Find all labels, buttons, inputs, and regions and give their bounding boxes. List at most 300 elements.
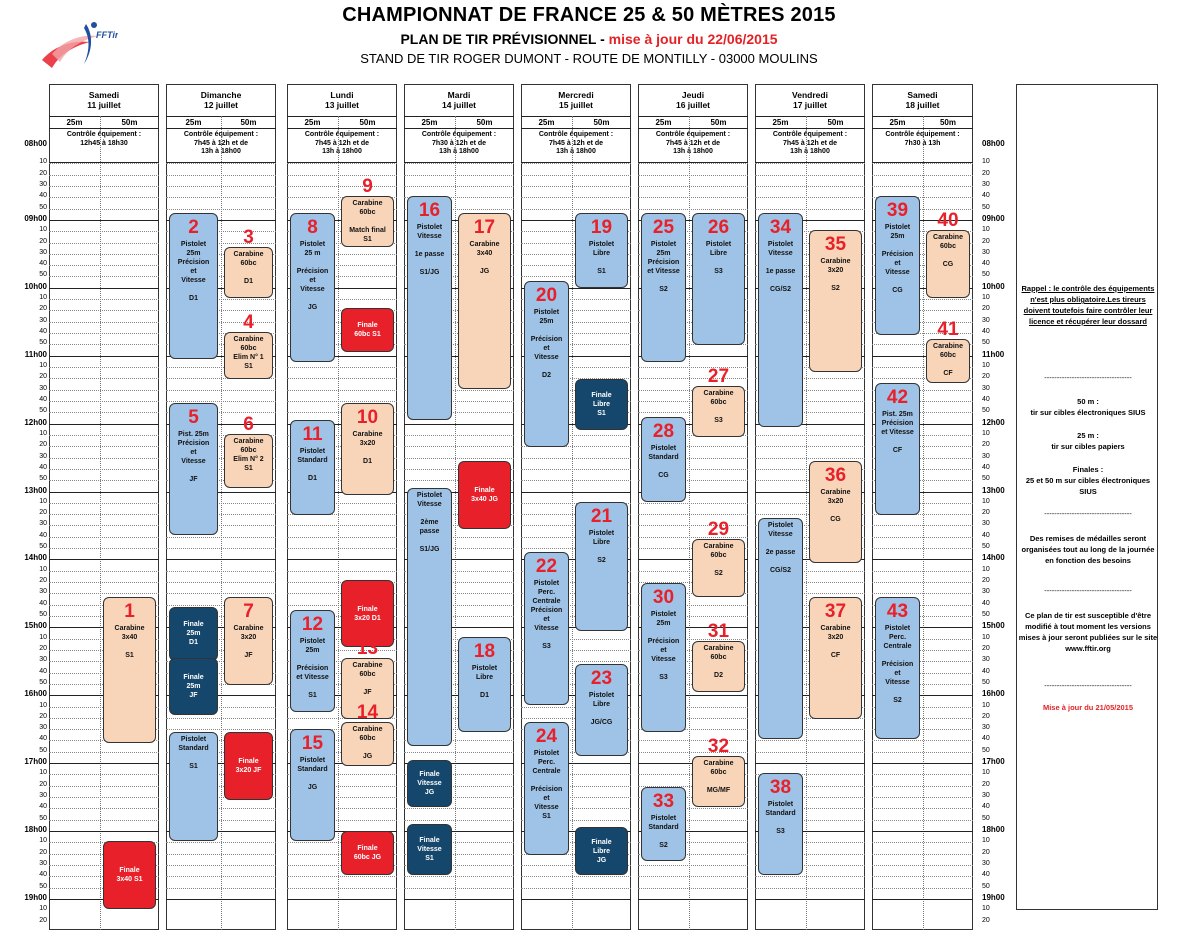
minute-rule: [287, 525, 397, 526]
left-hour-label: 08h00: [24, 139, 47, 148]
hour-rule: [287, 559, 397, 560]
left-minute-label: 40: [39, 531, 47, 539]
equipment-check-note: Contrôle équipement : 7h45 à 12h et de 13h à 18h00: [655, 131, 731, 155]
minute-rule: [49, 186, 159, 187]
minute-rule: [166, 197, 276, 198]
right-minute-label: 50: [982, 882, 990, 890]
minute-rule: [49, 333, 159, 334]
hour-rule: [49, 424, 159, 425]
col-25m-label: 25m: [655, 118, 672, 127]
event-number: 39: [886, 199, 909, 221]
event-label: Pistolet Libre JG/CG: [588, 692, 615, 727]
right-minute-label: 30: [982, 588, 990, 596]
minute-rule: [404, 458, 514, 459]
minute-rule: [287, 378, 397, 379]
minute-rule: [638, 514, 748, 515]
hour-rule: [872, 763, 973, 764]
left-minute-label: 30: [39, 792, 47, 800]
right-minute-label: 10: [982, 633, 990, 641]
minute-rule: [49, 571, 159, 572]
event-label: Carabine 3x20 JF: [233, 624, 264, 659]
left-minute-label: 40: [39, 463, 47, 471]
left-minute-label: 20: [39, 577, 47, 585]
minute-rule: [872, 854, 973, 855]
right-minute-label: 20: [982, 373, 990, 381]
event-label: Finale 3x40 JG: [471, 486, 498, 503]
minute-rule: [872, 175, 973, 176]
day-name: Samedi: [88, 90, 120, 100]
event-block-41: [926, 318, 970, 383]
subheader-rule: [287, 128, 397, 129]
minute-rule: [404, 186, 514, 187]
left-hour-label: 16h00: [24, 689, 47, 699]
col-25m-label: 25m: [538, 118, 555, 127]
left-minute-label: 20: [39, 780, 47, 788]
right-minute-label: 30: [982, 792, 990, 800]
left-minute-label: 30: [39, 724, 47, 732]
minute-rule: [287, 537, 397, 538]
left-hour-label: 12h00: [24, 417, 47, 427]
left-minute-label: 10: [39, 769, 47, 777]
day-name: Lundi: [330, 90, 354, 100]
left-minute-label: 10: [39, 294, 47, 302]
event-label: Pistolet Standard S1: [178, 736, 209, 771]
event-block-25: [641, 213, 686, 362]
left-minute-label: 10: [39, 565, 47, 573]
event-block-29: [692, 518, 745, 597]
day-name: Jeudi: [681, 90, 705, 100]
event-number: 25: [652, 216, 675, 238]
event-block-finale: [407, 760, 452, 808]
page-subtitle: [0, 31, 1178, 47]
right-minute-label: 30: [982, 656, 990, 664]
minute-rule: [166, 865, 276, 866]
right-hour-label: 13h00: [982, 485, 1005, 495]
minute-rule: [872, 186, 973, 187]
info-modification: Ce plan de tir est susceptible d'être modifié à tout moment les versions mises à jour seront publiées sur le site www.fftir.org: [1018, 611, 1158, 653]
minute-rule: [166, 390, 276, 391]
header-rule: [49, 116, 159, 117]
minute-rule: [872, 740, 973, 741]
hour-rule: [872, 899, 973, 900]
event-block-42: [875, 383, 920, 515]
left-minute-label: 40: [39, 871, 47, 879]
minute-rule: [521, 209, 631, 210]
event-block-15: [290, 729, 335, 841]
minute-rule: [872, 797, 973, 798]
event-number: 33: [652, 790, 675, 812]
event-number: 14: [356, 702, 379, 724]
event-block-18: [458, 637, 511, 732]
event-number: 20: [535, 284, 558, 306]
event-label: Carabine 60bc MG/MF: [703, 760, 734, 795]
right-minute-label: 10: [982, 769, 990, 777]
event-block-finale: [575, 379, 628, 430]
header-rule: [638, 116, 748, 117]
left-minute-label: 10: [39, 226, 47, 234]
col-50m-label: 50m: [476, 118, 493, 127]
col-25m-label: 25m: [772, 118, 789, 127]
col-25m-label: 25m: [304, 118, 321, 127]
event-block-17: [458, 213, 511, 390]
minute-rule: [49, 322, 159, 323]
event-block-20: [524, 281, 569, 447]
left-minute-label: 20: [39, 509, 47, 517]
right-minute-label: 30: [982, 520, 990, 528]
left-minute-label: 50: [39, 746, 47, 754]
col-50m-label: 50m: [593, 118, 610, 127]
info-panel: [1016, 84, 1158, 910]
left-minute-label: 10: [39, 701, 47, 709]
left-minute-label: 10: [39, 158, 47, 166]
hour-rule: [872, 831, 973, 832]
minute-rule: [49, 299, 159, 300]
rappel-body: : le contrôle des équipements n'est plus obligatoire.: [1030, 284, 1155, 304]
event-block-43: [875, 597, 920, 740]
minute-rule: [166, 876, 276, 877]
minute-rule: [872, 548, 973, 549]
minute-rule: [872, 876, 973, 877]
subheader-rule: [521, 128, 631, 129]
equipment-check-note: Contrôle équipement : 7h45 à 12h et de 13h à 18h00: [772, 131, 848, 155]
event-block-37: [809, 597, 862, 719]
event-label: Pistolet Perc. Centrale Précision et Vitesse S1: [530, 750, 563, 821]
event-label: Carabine 3x20 CF: [820, 624, 851, 659]
event-label: Pistolet 25m Précision et Vitesse CG: [881, 223, 914, 294]
minute-rule: [755, 876, 865, 877]
hour-rule: [404, 899, 514, 900]
info-25m: 25 m : tir sur cibles papiers: [1051, 431, 1125, 451]
event-number: 43: [886, 600, 909, 622]
header-rule: [521, 116, 631, 117]
minute-rule: [404, 876, 514, 877]
minute-rule: [287, 175, 397, 176]
left-minute-label: 10: [39, 429, 47, 437]
event-block-31: [692, 620, 745, 692]
event-label: Carabine 60bc CG: [933, 233, 963, 268]
info-50m: 50 m : tir sur cibles électroniques SIUS: [1030, 397, 1146, 417]
minute-rule: [638, 186, 748, 187]
minute-rule: [638, 209, 748, 210]
event-label: Finale 25m D1: [183, 621, 204, 647]
minute-rule: [521, 175, 631, 176]
minute-rule: [49, 774, 159, 775]
minute-rule: [521, 888, 631, 889]
event-block-27: [692, 366, 745, 437]
right-minute-label: 50: [982, 203, 990, 211]
col-50m-label: 50m: [939, 118, 956, 127]
event-number: 15: [301, 732, 324, 754]
minute-rule: [49, 786, 159, 787]
header-rule: [287, 116, 397, 117]
left-minute-label: 10: [39, 497, 47, 505]
hour-rule: [287, 899, 397, 900]
event-block-7: [224, 597, 273, 685]
minute-rule: [755, 435, 865, 436]
minute-rule: [166, 582, 276, 583]
event-number: 36: [824, 464, 847, 486]
right-minute-label: 20: [982, 712, 990, 720]
event-block-finale: [407, 488, 452, 746]
event-block-19: [575, 213, 628, 288]
right-hour-label: 14h00: [982, 553, 1005, 563]
info-separator-4: -----------------------------------: [1044, 681, 1132, 690]
event-block-14: [341, 702, 394, 766]
event-label: Carabine 60bc S2: [703, 542, 734, 577]
left-minute-label: 50: [39, 814, 47, 822]
minute-rule: [404, 808, 514, 809]
event-label: Pistolet Vitesse 2e passe CG/S2: [765, 522, 796, 575]
minute-rule: [755, 197, 865, 198]
minute-rule: [49, 752, 159, 753]
minute-rule: [49, 163, 159, 164]
minute-rule: [872, 593, 973, 594]
right-hour-label: 15h00: [982, 621, 1005, 631]
event-block-finale: [224, 732, 273, 800]
minute-rule: [872, 774, 973, 775]
day-date: 12 juillet: [203, 100, 238, 110]
minute-rule: [755, 458, 865, 459]
event-number: 18: [473, 641, 496, 663]
hour-rule: [755, 899, 865, 900]
minute-rule: [638, 197, 748, 198]
right-minute-label: 50: [982, 407, 990, 415]
day-column-1: [49, 84, 159, 930]
event-number: 34: [769, 216, 792, 238]
event-label: Finale Libre JG: [591, 838, 612, 864]
event-label: Carabine 3x20 S2: [820, 257, 851, 292]
right-minute-label: 50: [982, 543, 990, 551]
event-block-12: [290, 610, 335, 712]
right-hour-label: 16h00: [982, 689, 1005, 699]
hour-rule: [49, 220, 159, 221]
left-minute-label: 30: [39, 656, 47, 664]
right-minute-label: 10: [982, 158, 990, 166]
right-minute-label: 20: [982, 644, 990, 652]
minute-rule: [166, 571, 276, 572]
left-minute-label: 30: [39, 588, 47, 596]
rappel-tail: Les tireurs doivent toutefois faire contrôler leur licence et récupérer leur dossard: [1023, 295, 1153, 326]
right-minute-label: 10: [982, 226, 990, 234]
left-hour-label: 14h00: [24, 553, 47, 563]
event-block-finale: [407, 824, 452, 875]
minute-rule: [638, 876, 748, 877]
right-minute-label: 30: [982, 384, 990, 392]
left-minute-label: 40: [39, 328, 47, 336]
minute-rule: [872, 865, 973, 866]
hour-rule: [49, 356, 159, 357]
left-minute-label: 20: [39, 712, 47, 720]
left-hour-label: 09h00: [24, 213, 47, 223]
event-label: Carabine 60bc S3: [703, 390, 734, 425]
minute-rule: [166, 548, 276, 549]
hour-rule: [872, 559, 973, 560]
left-minute-label: 40: [39, 599, 47, 607]
minute-rule: [287, 571, 397, 572]
event-label: Pist. 25m Précision et Vitesse CF: [881, 410, 914, 454]
event-block-3: [224, 226, 273, 298]
minute-rule: [166, 401, 276, 402]
subheader-rule: [404, 128, 514, 129]
minute-rule: [404, 446, 514, 447]
right-minute-label: 20: [982, 780, 990, 788]
event-block-26: [692, 213, 745, 345]
equipment-check-note: Contrôle équipement : 7h30 à 12h et de 13h à 18h00: [421, 131, 497, 155]
left-minute-label: 20: [39, 169, 47, 177]
event-label: Carabine 3x40 JG: [469, 240, 500, 275]
event-label: Finale 25m JF: [183, 674, 204, 699]
subtitle-update-date: mise à jour du 22/06/2015: [608, 31, 778, 47]
event-label: Pistolet Libre S2: [588, 529, 615, 564]
minute-rule: [404, 752, 514, 753]
col-50m-label: 50m: [359, 118, 376, 127]
minute-rule: [287, 548, 397, 549]
event-block-33: [641, 787, 686, 862]
minute-rule: [49, 548, 159, 549]
right-minute-label: 20: [982, 305, 990, 313]
event-label: Finale 3x20 D1: [354, 605, 381, 622]
info-finales: Finales : 25 et 50 m sur cibles électroniques SIUS: [1025, 465, 1151, 496]
event-label: Carabine 60bc Match final S1: [349, 199, 386, 243]
event-label: Finale Vitesse S1: [417, 836, 442, 862]
svg-text:FFTir: FFTir: [96, 30, 118, 40]
right-minute-label: 10: [982, 565, 990, 573]
left-minute-label: 30: [39, 248, 47, 256]
hour-rule: [49, 831, 159, 832]
hour-rule: [404, 424, 514, 425]
event-number: 10: [356, 407, 379, 429]
event-block-finale: [169, 732, 218, 841]
right-minute-label: 20: [982, 237, 990, 245]
event-block-finale: [458, 461, 511, 529]
minute-rule: [638, 865, 748, 866]
minute-rule: [166, 593, 276, 594]
left-minute-label: 50: [39, 543, 47, 551]
minute-rule: [404, 820, 514, 821]
event-number: 21: [590, 505, 613, 527]
right-minute-label: 30: [982, 180, 990, 188]
left-minute-label: 50: [39, 475, 47, 483]
minute-rule: [49, 480, 159, 481]
event-label: Carabine 3x40 S1: [114, 624, 145, 659]
event-block-finale: [169, 607, 218, 661]
col-50m-label: 50m: [710, 118, 727, 127]
event-block-9: [341, 175, 394, 247]
left-minute-label: 40: [39, 192, 47, 200]
event-label: Finale Libre S1: [591, 392, 612, 418]
minute-rule: [49, 593, 159, 594]
minute-rule: [49, 209, 159, 210]
right-minute-label: 40: [982, 260, 990, 268]
minute-rule: [166, 537, 276, 538]
header-rule: [755, 116, 865, 117]
event-number: 22: [535, 556, 558, 578]
left-minute-label: 20: [39, 848, 47, 856]
minute-rule: [49, 469, 159, 470]
subheader-rule: [49, 128, 159, 129]
event-block-11: [290, 420, 335, 515]
event-block-finale: [758, 518, 803, 739]
left-minute-label: 10: [39, 905, 47, 913]
event-block-39: [875, 196, 920, 335]
event-number: 38: [769, 777, 792, 799]
minute-rule: [521, 458, 631, 459]
minute-rule: [872, 842, 973, 843]
event-number: 27: [707, 366, 730, 388]
right-minute-label: 40: [982, 395, 990, 403]
minute-rule: [872, 525, 973, 526]
event-label: Pistolet Vitesse 1e passe S1/JG: [414, 223, 445, 276]
minute-rule: [521, 163, 631, 164]
header-rule: [404, 116, 514, 117]
minute-rule: [404, 163, 514, 164]
event-label: Pistolet 25m Précision et Vitesse S2: [647, 240, 680, 293]
event-number: 26: [707, 216, 730, 238]
day-date: 15 juillet: [558, 100, 593, 110]
minute-rule: [872, 537, 973, 538]
info-separator-3: -----------------------------------: [1044, 586, 1132, 595]
day-name: Samedi: [907, 90, 938, 100]
event-number: 1: [124, 600, 135, 622]
subheader-rule: [755, 128, 865, 129]
equipment-check-note: Contrôle équipement : 12h45 à 18h30: [66, 131, 142, 147]
event-number: 6: [243, 413, 254, 435]
event-number: 42: [886, 386, 909, 408]
left-minute-label: 20: [39, 305, 47, 313]
minute-rule: [755, 186, 865, 187]
event-label: Pistolet 25m Précision et Vitesse S3: [647, 610, 680, 681]
event-number: 32: [707, 736, 730, 758]
minute-rule: [49, 254, 159, 255]
right-minute-label: 20: [982, 848, 990, 856]
day-date: 13 juillet: [324, 100, 359, 110]
hour-rule: [49, 492, 159, 493]
minute-rule: [49, 412, 159, 413]
event-number: 12: [301, 614, 324, 636]
event-number: 8: [307, 216, 318, 238]
event-number: 4: [243, 311, 254, 333]
hour-rule: [49, 288, 159, 289]
col-25m-label: 25m: [421, 118, 438, 127]
info-separator-1: -----------------------------------: [1044, 373, 1132, 382]
minute-rule: [49, 231, 159, 232]
event-number: 29: [707, 518, 730, 540]
hour-rule: [166, 559, 276, 560]
hour-rule: [638, 899, 748, 900]
right-minute-label: 20: [982, 441, 990, 449]
minute-rule: [755, 209, 865, 210]
minute-rule: [49, 435, 159, 436]
day-date: 18 juillet: [905, 100, 940, 110]
event-number: 28: [652, 420, 675, 442]
event-block-4: [224, 311, 273, 380]
event-number: 13: [356, 637, 379, 659]
day-date: 11 juillet: [87, 100, 121, 110]
event-block-35: [809, 230, 862, 373]
col-50m-label: 50m: [240, 118, 257, 127]
minute-rule: [166, 842, 276, 843]
event-label: Pistolet Vitesse 2ème passe S1/JG: [416, 491, 443, 553]
col-50m-label: 50m: [827, 118, 844, 127]
minute-rule: [287, 163, 397, 164]
minute-rule: [49, 243, 159, 244]
right-hour-label: 19h00: [982, 892, 1005, 902]
event-number: 31: [707, 620, 730, 642]
left-minute-label: 40: [39, 260, 47, 268]
day-date: 16 juillet: [675, 100, 710, 110]
right-minute-label: 50: [982, 746, 990, 754]
minute-rule: [49, 820, 159, 821]
